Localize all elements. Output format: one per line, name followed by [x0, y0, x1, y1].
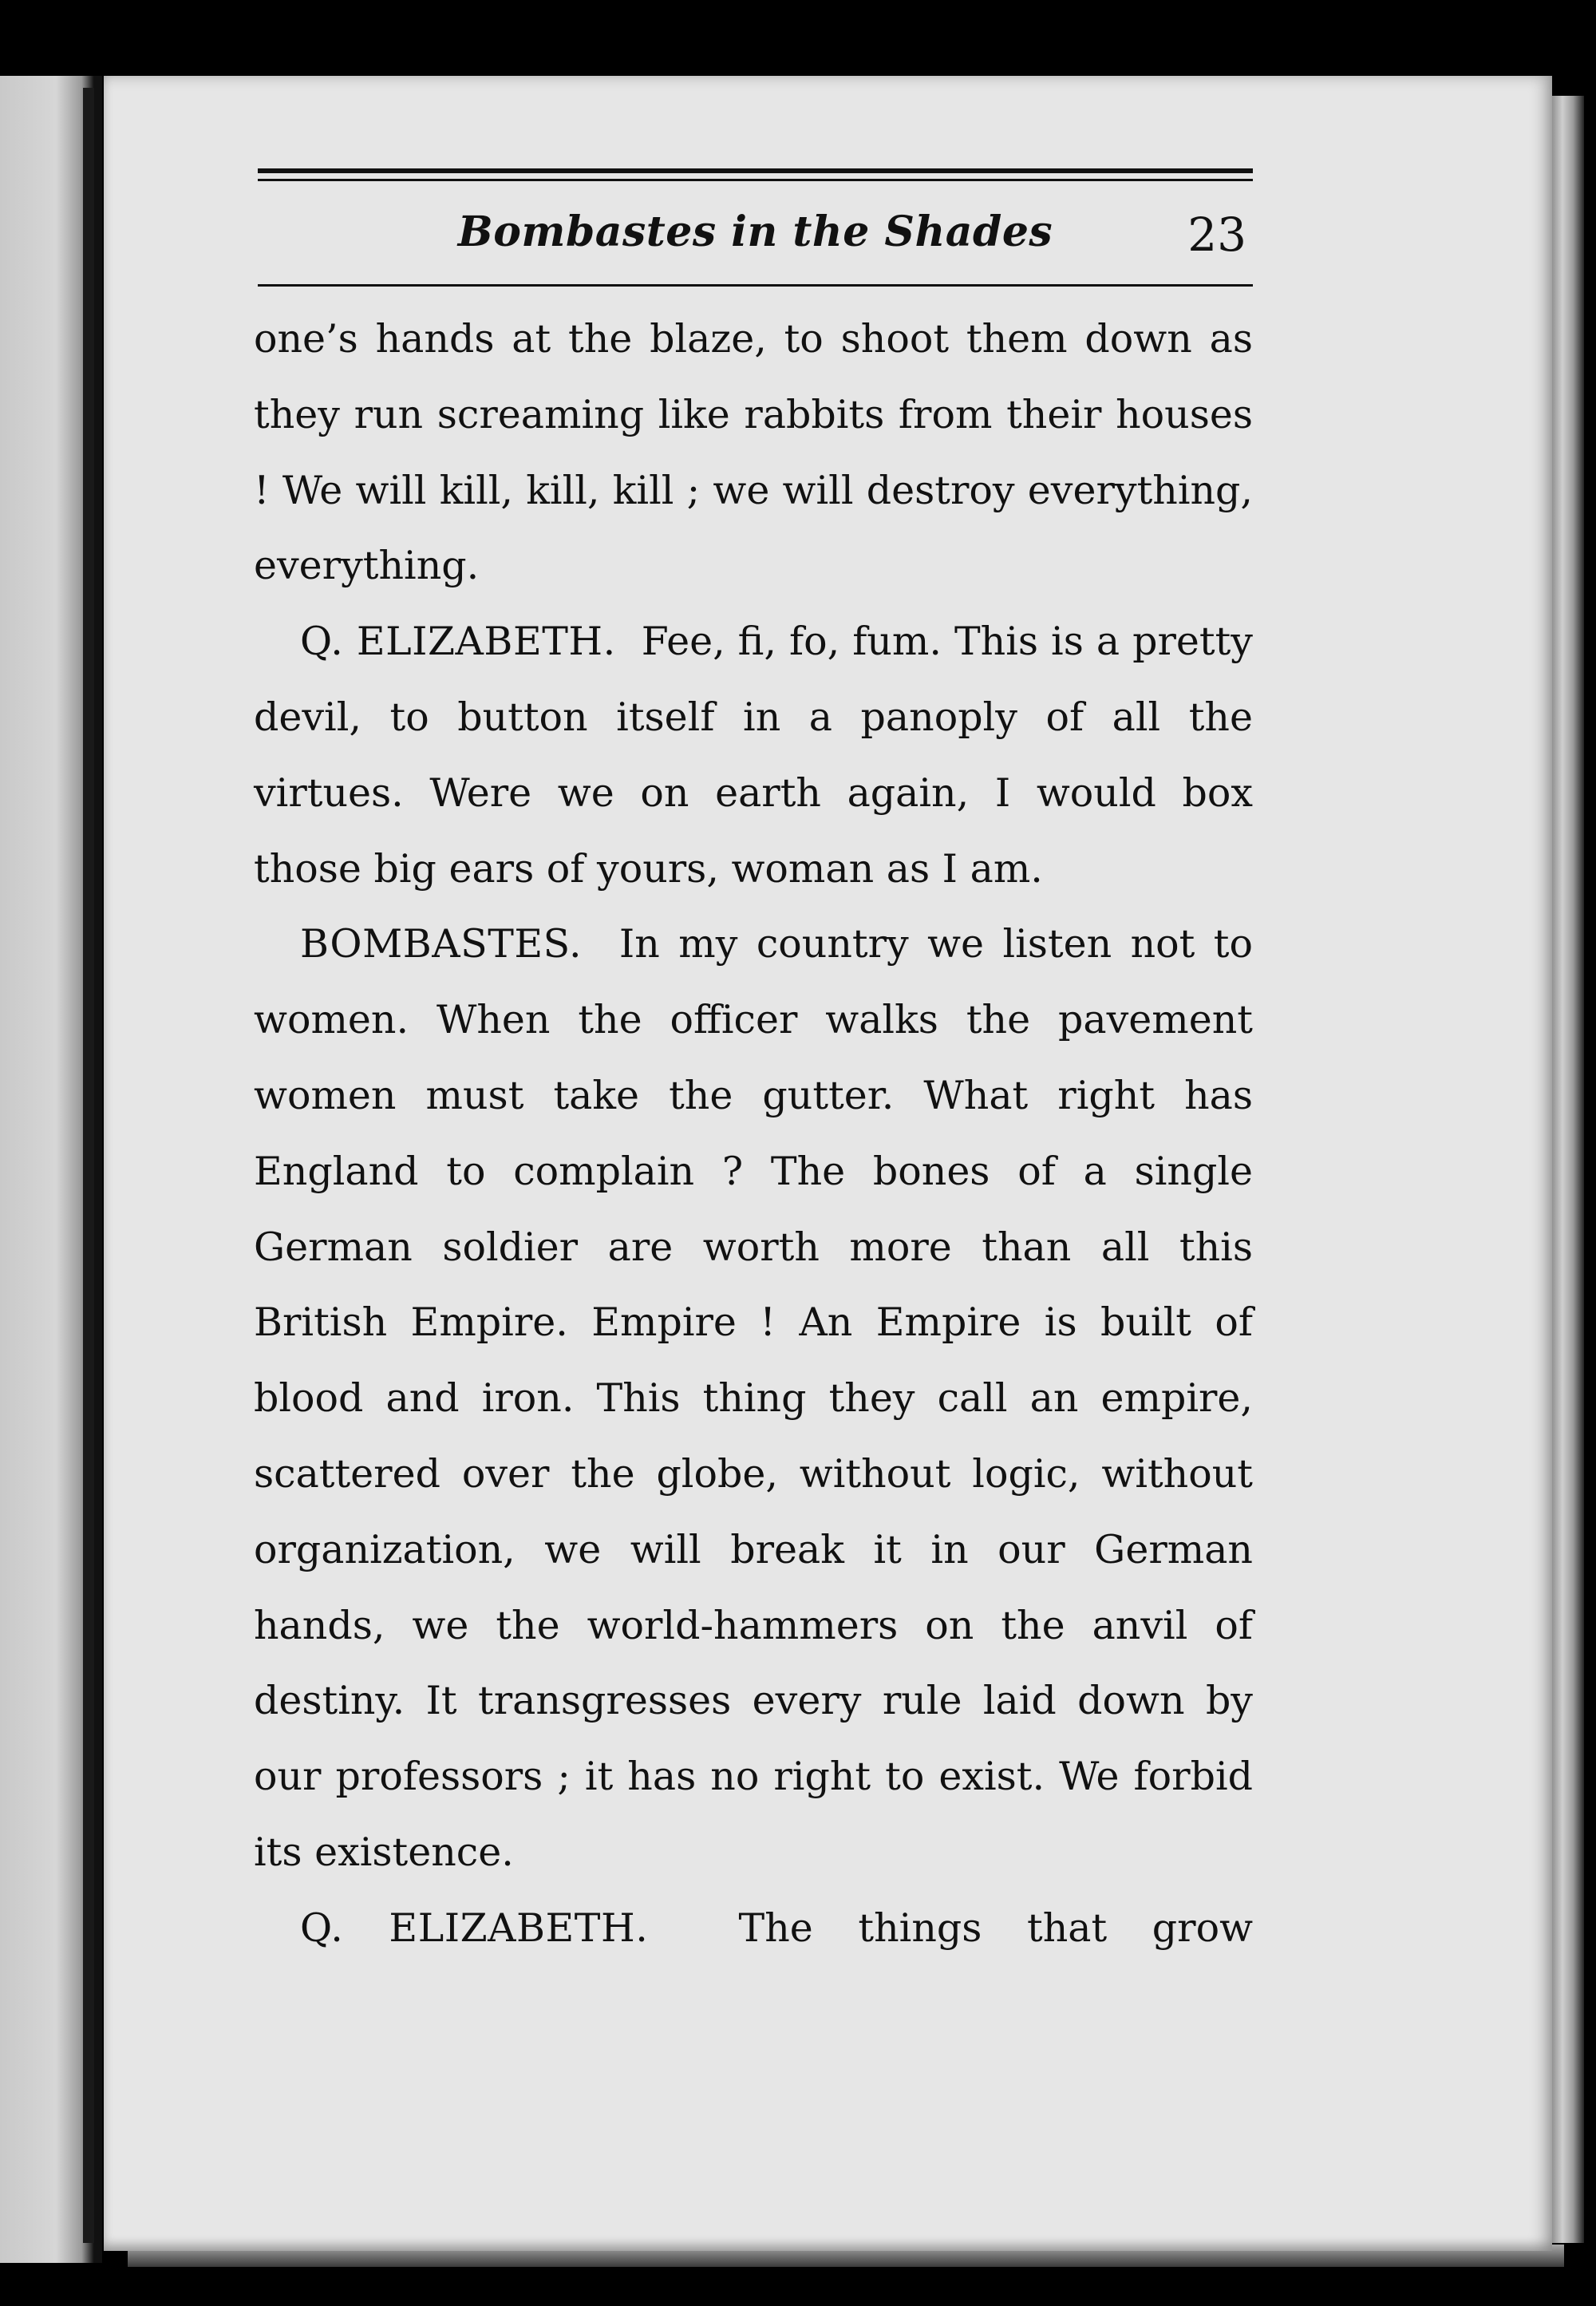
body-text	[254, 302, 1253, 1967]
speech-text: Fee, fi, fo, fum. This is a pretty devil, to button itself in a panoply of all the virtues. Were we on earth again, I would box those big ears of yours, woman as I am.	[254, 619, 1253, 892]
speech-text: In my country we listen not to women. When the officer walks the pavement women must take the gutter. What right has England to complain ? The bones of a single German soldier are worth more than all this British Empire. Empire ! An Empire is built of blood and iron. This thing they call an empire, scattered over the globe, without logic, without organization, we will break it in our German hands, we the world-hammers on the anvil of destiny. It transgresses every rule laid down by our professors ; it has no right to exist. We forbid its existence.	[254, 921, 1253, 1875]
speaker-name: Q. ELIZABETH.	[300, 1905, 649, 1951]
gutter-shadow	[83, 88, 94, 2243]
header-rule-thin	[258, 179, 1253, 181]
paragraph-text: one’s hands at the blaze, to shoot them down as they run screaming like rabbits from their houses ! We will kill, kill, kill ; we will destroy everything, everything.	[254, 316, 1253, 589]
running-title: Bombastes in the Shades	[457, 208, 1053, 256]
page-stack-edge-right	[1548, 96, 1584, 2243]
speaker-name: Q. ELIZABETH.	[300, 619, 616, 665]
paragraph-continuation	[254, 302, 1253, 604]
speech-text: The things that grow	[738, 1905, 1254, 1951]
speaker-name: BOMBASTES.	[300, 921, 583, 967]
header-rule-bottom	[258, 284, 1253, 287]
speech-paragraph	[254, 907, 1253, 1890]
speech-paragraph	[254, 1891, 1253, 1967]
page-number: 23	[1187, 208, 1246, 262]
running-head	[258, 200, 1253, 271]
header-rule-thick	[258, 168, 1253, 173]
speech-paragraph	[254, 604, 1253, 907]
